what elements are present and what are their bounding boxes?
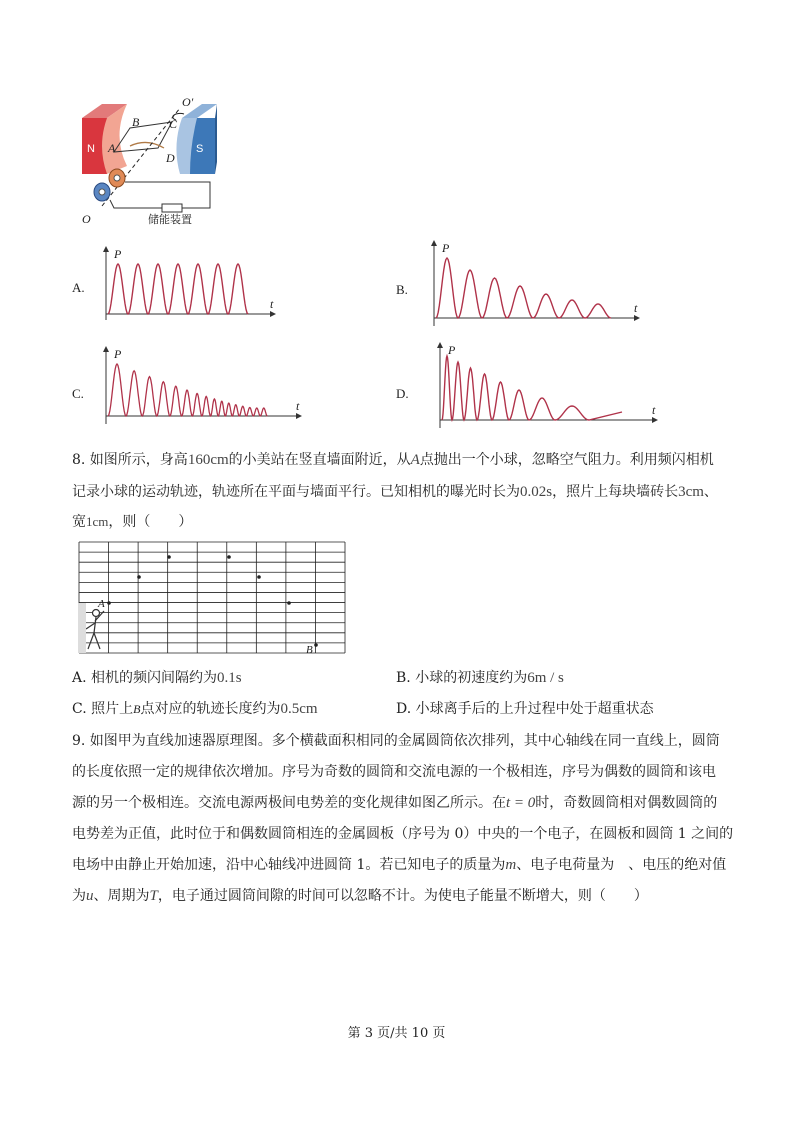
point-c-label: C (169, 117, 178, 131)
power-curve-d (442, 356, 622, 420)
storage-device-box (162, 204, 182, 212)
graph-option-a (94, 244, 276, 324)
power-curve-c (108, 364, 267, 416)
point-a-label: A (108, 141, 116, 155)
page-footer: 第 3 页/共 10 页 (347, 1026, 446, 1041)
ball-position (257, 575, 261, 579)
grid-point-a-label: A (98, 598, 105, 610)
south-magnet (176, 104, 217, 174)
q8-line-3: 宽1cm，则（ ） (72, 514, 193, 530)
storage-device-label: 储能装置 (148, 213, 192, 226)
ball-position (287, 601, 291, 605)
brick-wall-photo (78, 541, 348, 655)
ball-position (167, 555, 171, 559)
q8-choice-d[interactable]: D. 小球离手后的上升过程中处于超重状态 (396, 701, 654, 717)
option-d-label[interactable]: D. (396, 386, 409, 401)
q9-line-2: 的长度依照一定的规律依次增加。序号为奇数的圆筒和交流电源的一个极相连，序号为偶数的圆筒和该电 (72, 764, 716, 780)
y-axis-label: P (448, 343, 456, 357)
power-curve-b (436, 258, 611, 318)
option-b-label[interactable]: B. (396, 282, 408, 297)
y-axis-label: P (114, 247, 122, 261)
y-axis-label: P (114, 347, 122, 361)
q8-choice-a[interactable]: A. 相机的频闪间隔约为0.1s (72, 670, 242, 686)
x-axis-label: t (270, 297, 274, 311)
q9-line-4: 电势差为正值，此时位于和偶数圆筒相连的金属圆板（序号为 0）中央的一个电子，在圆板和圆筒 1 之间的 (72, 826, 734, 842)
point-d-label: D (166, 151, 175, 165)
ball-position (227, 555, 231, 559)
ball-position (314, 643, 318, 647)
n-pole-label: N (87, 143, 95, 155)
q9-line-6: 为u、周期为T，电子通过圆筒间隙的时间可以忽略不计。为使电子能量不断增大，则（ ） (72, 888, 648, 904)
grid-point-b-label: B (306, 644, 313, 656)
q8-line-1: 8. 如图所示，身高160cm的小美站在竖直墙面附近，从A点抛出一个小球，忽略空气阻力。利用频闪相机 (72, 452, 714, 468)
power-curve-a (108, 264, 248, 314)
option-a-label[interactable]: A. (72, 280, 85, 295)
x-axis-label: t (652, 403, 656, 417)
x-axis-label: t (634, 301, 638, 315)
axis-bottom-label: O (82, 212, 91, 226)
ball-position (137, 575, 141, 579)
ball-position (107, 601, 111, 605)
y-axis-label: P (442, 241, 450, 255)
point-b-label: B (132, 115, 140, 129)
north-magnet (82, 104, 127, 174)
q8-choice-c[interactable]: C. 照片上B点对应的轨迹长度约为0.5cm (72, 701, 318, 717)
q9-line-3: 源的另一个极相连。交流电源两极间电势差的变化规律如图乙所示。在t = 0时，奇数圆筒相对偶数圆筒的 (72, 795, 718, 811)
option-c-label[interactable]: C. (72, 386, 84, 401)
graph-option-b (420, 238, 640, 328)
generator-figure (72, 96, 232, 230)
person-figure (78, 603, 104, 653)
q8-line-2: 记录小球的运动轨迹，轨迹所在平面与墙面平行。已知相机的曝光时长为0.02s，照片上每块墙砖长3cm、 (72, 484, 718, 500)
graph-option-d (422, 340, 658, 430)
axis-top-label: O′ (182, 95, 194, 109)
q9-line-5: 电场中由静止开始加速，沿中心轴线冲进圆筒 1。若已知电子的质量为m、电子电荷量为 、电压的绝对值 (72, 857, 727, 873)
q9-line-1: 9. 如图甲为直线加速器原理图。多个横截面积相同的金属圆筒依次排列，其中心轴线在同一直线上，圆筒 (72, 733, 720, 749)
graph-option-c (92, 346, 302, 426)
x-axis-label: t (296, 399, 300, 413)
s-pole-label: S (196, 143, 204, 155)
q8-choice-b[interactable]: B. 小球的初速度约为6m / s (396, 670, 564, 686)
